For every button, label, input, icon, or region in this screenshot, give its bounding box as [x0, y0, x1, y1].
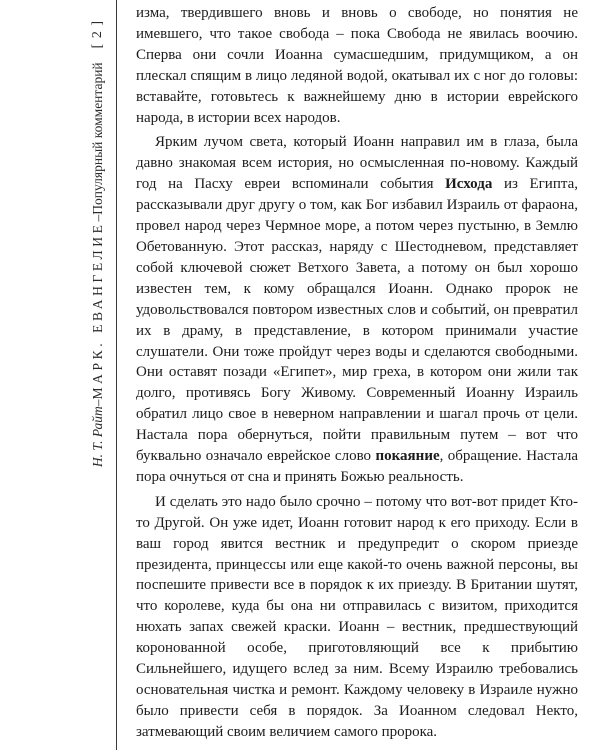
paragraph-3: И сделать это надо было срочно – потому что вот-вот придет Кто-то Другой. Он уже идет, Иоанн готовит народ к его приходу. Если в ваш город явится вестник и предупредит о скором приезде президента, принцессы или еще какой-то очень важной персоны, вы поспешите привести все в порядок к их приезду. В Британии шутят, что королеве, куда бы она ни отправилась с визитом, приходится нюхать запах свежей краски. Иоанн – вестник, предшествующий коронованной особе, приготовляющий все к прибытию Сильнейшего, идущего вслед за ним. Всему Израилю требовались основательная чистка и ремонт. Каждому человеку в Израиле нужно было привести себя в порядок. За Иоанном следовал Некто, затмевающий своим величием самого пророка. [136, 493, 578, 740]
paragraph-2-text: из Египта, рассказывали друг другу о том, как Бог избавил Израиль от фараона, провел народ через Чермное море, а потом через пустыню, в Землю Обетованную. Этот рассказ, наряду с Шестодневом, представляет собой ключевой сюжет Ветхого Завета, а потому он был хорошо известен тем, к кому обращался Иоанн. Однако пророк не удовольствовался повтором известных слов и событий, он превратил их в драму, в представление, в котором принимали участие слушатели. Они тоже пройдут через воды и сделаются свободными. Они оставят позади «Египет», мир греха, в котором они жили так долго, противясь Богу Живому. Современный Иоанну Израиль обратил лицо свое в неверном направлении и шагал прочь от цели. Настала пора обернуться, пойти правильным путем – вот что буквально означало еврейское слово [136, 176, 578, 465]
bold-term-repentance: покаяние [375, 448, 440, 465]
margin-rule [116, 0, 117, 750]
paragraph-2-text: Ярким лучом света, который Иоанн направил им в глаза, была давно знакомая всем история, но осмысленная по-новому. Каждый год на Пасху евреи вспоминали события [136, 134, 578, 193]
running-head-author: Н. Т. Райт [90, 406, 105, 468]
running-head-text [89, 20, 107, 720]
paragraph-2 [136, 132, 578, 487]
running-head-book-title: МАРК. ЕВАНГЕЛИЕ [90, 221, 105, 400]
paragraph-1: изма, твердившего вновь и вновь о свободе, но понятия не имевшего, что такое свобода – пока Свобода не явилась воочию. Сперва они сочли Иоанна сумасшедшим, придумщиком, а он плескал спящим в лицо ледяной водой, окатывал их с ног до головы: вставайте, готовьтесь к важнейшему дню в истории еврейского народа, в истории всех народов. [136, 5, 578, 126]
bold-term-exodus: Исхода [445, 176, 493, 193]
page-number: [ 2 ] [90, 20, 105, 49]
running-head-dash: – [90, 399, 105, 407]
paragraph-2-text: , обращение. Настала пора очнуться от сна и принять Божью реальность. [136, 448, 579, 485]
running-head-subtitle: Популярный комментарий [90, 62, 105, 215]
body-text [136, 3, 578, 743]
running-head-dash: – [90, 214, 105, 222]
